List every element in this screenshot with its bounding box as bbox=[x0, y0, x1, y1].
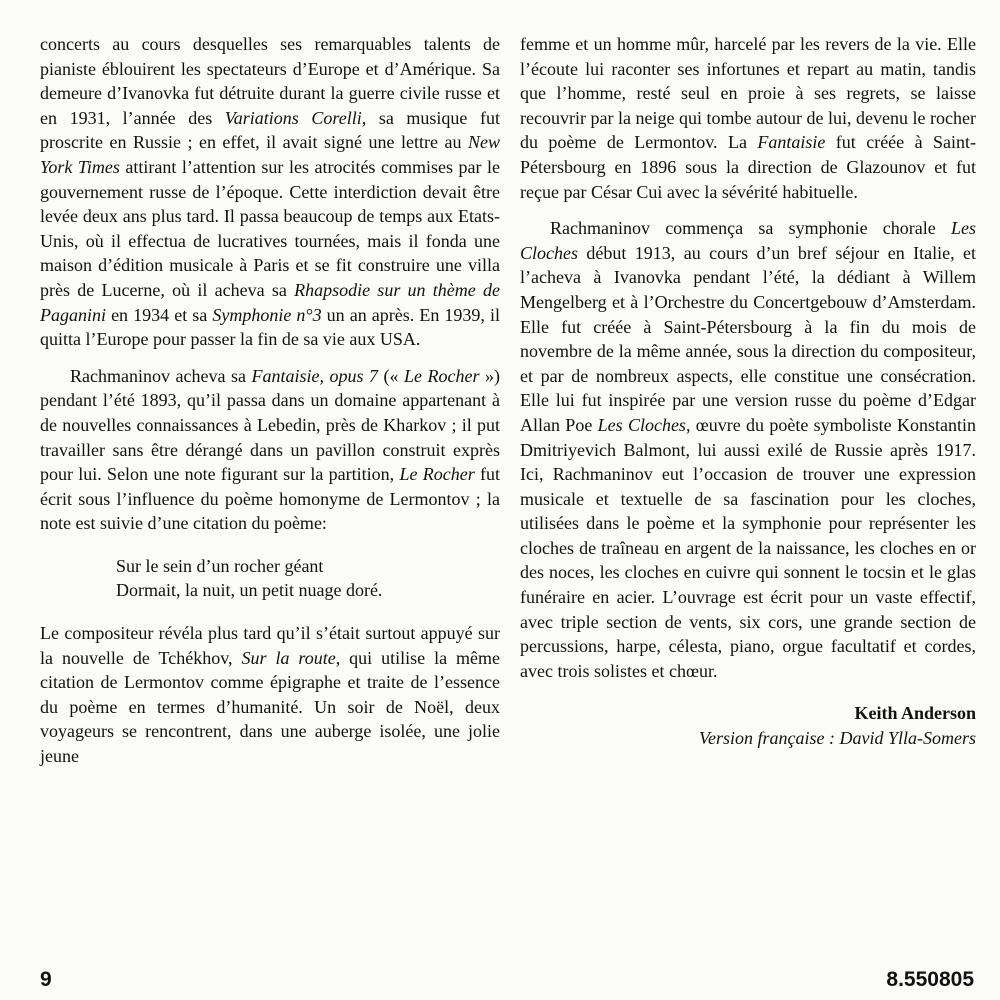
paragraph: Rachmaninov commença sa symphonie chorale Les Cloches début 1913, au cours d’un bref séjour en Italie, et l’acheva à Ivanovka pendant l’été, la dédiant à Willem Mengelberg et à l’Orchestre du Concertgebouw d’Amsterdam. Elle fut créée à Saint-Pétersbourg à la fin du mois de novembre de la même année, sous la direction du compositeur, et par de nombreux aspects, elle constitue une consécration. Elle lui fut inspirée par une version russe du poème d’Edgar Allan Poe Les Cloches, œuvre du poète symboliste Konstantin Dmitriyevich Balmont, lui aussi exilé de Russie après 1917. Ici, Rachmaninov eut l’occasion de trouver une expression musicale et textuelle de sa fascination pour les cloches, utilisées dans le poème et la symphonie pour représenter les cloches de traîneau en argent de la naissance, les cloches en or des noces, les cloches en cuivre qui sonnent le tocsin et le glas funéraire en acier. L’ouvrage est écrit pour un vaste effectif, avec triple section de vents, six cors, une grande section de percussions, harpe, célesta, piano, orgue facultatif et cordes, avec trois solistes et chœur. bbox=[520, 218, 976, 681]
paragraph: Rachmaninov acheva sa Fantaisie, opus 7 (« Le Rocher ») pendant l’été 1893, qu’il passa dans un domaine appartenant à de nouvelles connaissances à Lebedin, près de Kharkov ; il put travailler sans être dérangé dans un pavillon construit exprès pour lui. Selon une note figurant sur la partition, Le Rocher fut écrit sous l’influence du poème homonyme de Lermontov ; la note est suivie d’une citation du poème: bbox=[40, 365, 500, 534]
paragraph: Le compositeur révéla plus tard qu’il s’était surtout appuyé sur la nouvelle de Tchékhov, Sur la route, qui utilise la même citation de Lermontov comme épigraphe et traite de l’essence du poème en termes d’humanité. Un soir de Noël, deux voyageurs se rencontrent, dans une auberge isolée, une jolie jeune bbox=[40, 623, 500, 767]
author-name: Keith Anderson bbox=[854, 703, 976, 724]
paragraph: femme et un homme mûr, harcelé par les revers de la vie. Elle l’écoute lui raconter ses infortunes et repart au matin, tandis que l’homme, resté seul en proie à ses regrets, se laisse recouvrir par la neige qui tombe autour de lui, devenu le rocher du poème de Lermontov. La Fantaisie fut créée à Saint-Pétersbourg en 1896 sous la direction de Glazounov et fut reçue par César Cui avec la sévérité habituelle. bbox=[520, 34, 976, 202]
catalog-number: 8.550805 bbox=[886, 968, 974, 991]
right-column bbox=[520, 32, 976, 751]
translator-credit: Version française : David Ylla-Somers bbox=[699, 728, 976, 749]
signature-block bbox=[520, 701, 976, 750]
poem-quote: Sur le sein d’un rocher géant Dormait, la nuit, un petit nuage doré. bbox=[116, 555, 383, 601]
paragraph: concerts au cours desquelles ses remarquables talents de pianiste éblouirent les spectateurs d’Europe et d’Amérique. Sa demeure d’Ivanovka fut détruite durant la guerre civile russe et en 1931, l’année des Variations Corelli, sa musique fut proscrite en Russie ; en effet, il avait signé une lettre au New York Times attirant l’attention sur les atrocités commises par le gouvernement russe de l’époque. Cette interdiction devait être levée deux ans plus tard. Il passa beaucoup de temps aux Etats-Unis, où il effectua de lucratives tournées, mais il fonda une maison d’édition musicale à Paris et se fit construire une villa près de Lucerne, où il acheva sa Rhapsodie sur un thème de Paganini en 1934 et sa Symphonie n°3 un an après. En 1939, il quitta l’Europe pour passer la fin de sa vie aux USA. bbox=[40, 34, 501, 350]
left-column bbox=[40, 32, 500, 769]
page-number: 9 bbox=[40, 968, 52, 991]
